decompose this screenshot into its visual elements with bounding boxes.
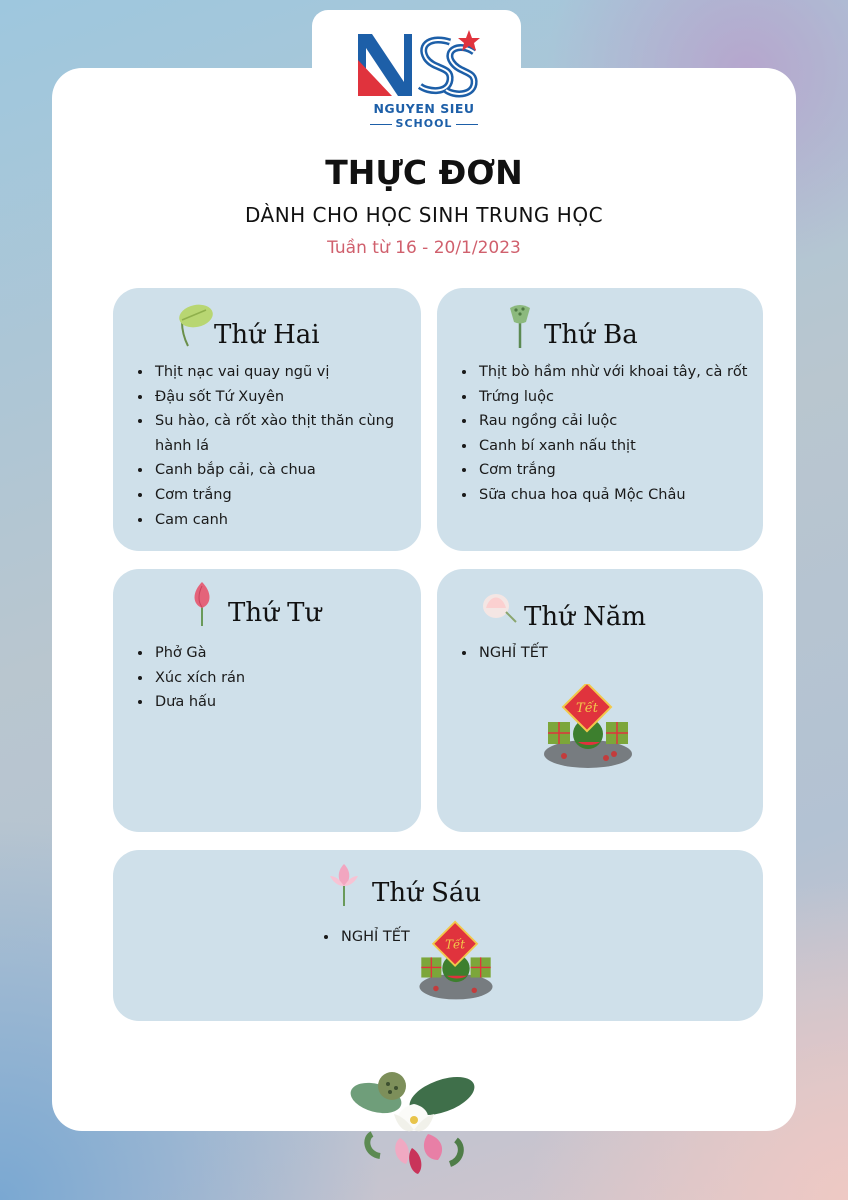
day-header-tuesday bbox=[496, 300, 638, 350]
menu-item: • Cam canh bbox=[153, 508, 423, 533]
menu-item: • Sữa chua hoa quả Mộc Châu bbox=[477, 483, 777, 508]
school-label: SCHOOL bbox=[330, 117, 518, 130]
menu-item: • Canh bí xanh nấu thịt bbox=[477, 434, 777, 459]
tet-offering-icon bbox=[542, 684, 634, 770]
lotus-bud-icon bbox=[180, 578, 228, 628]
menu-list-monday bbox=[135, 360, 423, 532]
school-name: NGUYEN SIEU bbox=[373, 101, 475, 116]
menu-list-wednesday bbox=[135, 641, 423, 715]
menu-list-tuesday bbox=[459, 360, 777, 508]
menu-item: • Cơm trắng bbox=[153, 483, 423, 508]
menu-item: • Thịt nạc vai quay ngũ vị bbox=[153, 360, 423, 385]
lotus-seed-pod-icon bbox=[496, 300, 544, 350]
menu-item: • Dưa hấu bbox=[153, 690, 423, 715]
lotus-bouquet-icon bbox=[346, 1064, 482, 1180]
pink-lotus-icon bbox=[324, 858, 372, 908]
day-title-thursday: Thứ Năm bbox=[524, 602, 647, 632]
menu-item: • Su hào, cà rốt xào thịt thăn cùng hành lá bbox=[153, 409, 423, 458]
page-subtitle: DÀNH CHO HỌC SINH TRUNG HỌC bbox=[244, 203, 604, 227]
menu-item: • Cơm trắng bbox=[477, 458, 777, 483]
menu-item: • Thịt bò hầm nhừ với khoai tây, cà rốt bbox=[477, 360, 777, 385]
lotus-leaf-icon bbox=[166, 300, 214, 350]
menu-item: • NGHỈ TẾT bbox=[339, 925, 539, 950]
menu-list-thursday bbox=[459, 641, 757, 666]
tet-label: Tết bbox=[445, 937, 466, 952]
menu-item: • Rau ngồng cải luộc bbox=[477, 409, 777, 434]
tet-label: Tết bbox=[576, 701, 598, 716]
menu-item: • NGHỈ TẾT bbox=[477, 641, 757, 666]
day-title-wednesday: Thứ Tư bbox=[228, 598, 322, 628]
menu-item: • Xúc xích rán bbox=[153, 666, 423, 691]
menu-item: • Phở Gà bbox=[153, 641, 423, 666]
page-title: THỰC ĐƠN bbox=[325, 153, 523, 192]
day-title-friday: Thứ Sáu bbox=[372, 878, 482, 908]
day-header-thursday bbox=[476, 582, 646, 632]
school-logo-icon bbox=[352, 30, 484, 102]
week-range: Tuần từ 16 - 20/1/2023 bbox=[327, 238, 521, 258]
white-lotus-icon bbox=[476, 582, 524, 632]
menu-item: • Trứng luộc bbox=[477, 385, 777, 410]
day-title-monday: Thứ Hai bbox=[214, 320, 320, 350]
day-title-tuesday: Thứ Ba bbox=[544, 320, 638, 350]
day-header-friday bbox=[324, 858, 481, 908]
tet-offering-icon bbox=[414, 920, 498, 1004]
day-header-monday bbox=[166, 300, 320, 350]
menu-item: • Đậu sốt Tứ Xuyên bbox=[153, 385, 423, 410]
menu-item: • Canh bắp cải, cà chua bbox=[153, 458, 423, 483]
day-header-wednesday bbox=[180, 578, 321, 628]
